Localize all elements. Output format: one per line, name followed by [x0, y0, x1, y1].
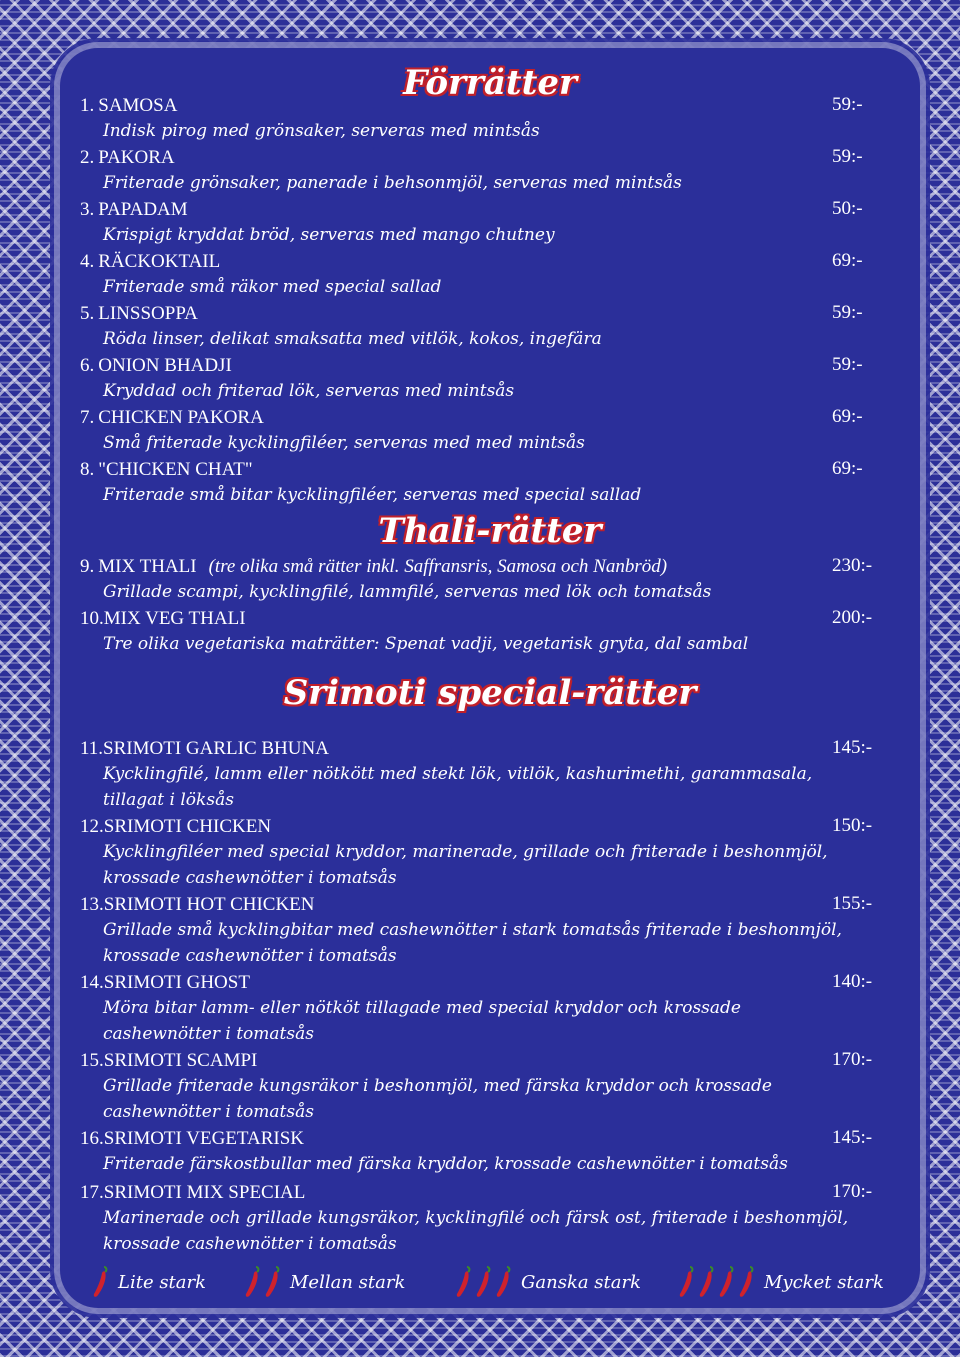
item-number: 2. [80, 147, 95, 168]
menu-item-header [80, 891, 315, 918]
item-name: SAMOSA [98, 95, 178, 116]
menu-item-header [80, 352, 232, 379]
menu-item-header [80, 1125, 304, 1152]
item-number: 14. [80, 972, 104, 993]
menu-item-header [80, 969, 250, 996]
item-description: Kycklingfilé, lamm eller nötkött med stekt lök, vitlök, kashurimethi, garammasala, [103, 764, 813, 784]
chili-icon [698, 1265, 715, 1299]
item-name: ONION BHADJI [98, 355, 232, 376]
chili-icon [495, 1265, 512, 1299]
item-price: 145:- [832, 737, 873, 758]
item-description: Tre olika vegetariska maträtter: Spenat vadji, vegetarisk gryta, dal sambal [103, 634, 749, 654]
section-title-forratter: Förrätter [403, 63, 577, 103]
item-name: SRIMOTI GHOST [103, 972, 250, 993]
item-number: 5. [80, 303, 95, 324]
item-description: Möra bitar lamm- eller nötköt tillagade med special kryddor och krossade [103, 998, 741, 1018]
item-description: cashewnötter i tomatsås [103, 1102, 314, 1122]
item-name: MIX VEG THALI [103, 608, 246, 629]
section-title-thali: Thali-rätter [378, 511, 602, 551]
item-name: CHICKEN PAKORA [98, 407, 264, 428]
item-description: krossade cashewnötter i tomatsås [103, 868, 397, 888]
item-name: "CHICKEN CHAT" [98, 459, 253, 480]
menu-item-header [80, 404, 264, 431]
item-price: 69:- [832, 406, 863, 427]
item-description: cashewnötter i tomatsås [103, 1024, 314, 1044]
item-number: 4. [80, 251, 95, 272]
item-name: SRIMOTI HOT CHICKEN [103, 894, 315, 915]
item-price: 69:- [832, 458, 863, 479]
item-price: 170:- [832, 1049, 873, 1070]
item-price: 230:- [832, 555, 873, 576]
menu-item-header [80, 1179, 305, 1206]
item-description: Friterade grönsaker, panerade i behsonmjöl, serveras med mintsås [103, 173, 682, 193]
chili-icon [455, 1265, 472, 1299]
menu-item-header [80, 248, 220, 275]
menu-item-header [80, 735, 329, 762]
chili-icon [92, 1265, 109, 1299]
item-number: 6. [80, 355, 95, 376]
item-number: 10. [80, 608, 104, 629]
item-price: 200:- [832, 607, 873, 628]
legend-item [455, 1262, 641, 1302]
chili-icon [264, 1265, 281, 1299]
item-price: 69:- [832, 250, 863, 271]
item-number: 16. [80, 1128, 104, 1149]
legend-label: Mycket stark [764, 1271, 884, 1293]
item-price: 155:- [832, 893, 873, 914]
chili-icon [244, 1265, 261, 1299]
item-description: Röda linser, delikat smaksatta med vitlök, kokos, ingefära [103, 329, 602, 349]
item-name: SRIMOTI CHICKEN [103, 816, 272, 837]
legend-item [244, 1262, 405, 1302]
item-name: SRIMOTI GARLIC BHUNA [103, 738, 329, 759]
item-number: 3. [80, 199, 95, 220]
legend-label: Ganska stark [521, 1271, 642, 1293]
legend-label: Lite stark [118, 1271, 207, 1293]
item-price: 59:- [832, 146, 863, 167]
menu-item-header [80, 1047, 257, 1074]
item-number: 12. [80, 816, 104, 837]
item-name: RÄCKOKTAIL [98, 251, 221, 272]
menu-item-header [80, 196, 188, 223]
item-name: PAPADAM [98, 199, 188, 220]
item-description: Kycklingfiléer med special kryddor, marinerade, grillade och friterade i beshonmjöl, [103, 842, 828, 862]
menu-item-header [80, 456, 253, 483]
item-name: SRIMOTI MIX SPECIAL [103, 1182, 306, 1203]
item-number: 7. [80, 407, 95, 428]
menu-item-header [80, 144, 175, 171]
menu-item-header [80, 605, 246, 632]
item-description: Indisk pirog med grönsaker, serveras med mintsås [103, 121, 540, 141]
menu-item-header [80, 813, 271, 840]
item-description: Marinerade och grillade kungsräkor, kycklingfilé och färsk ost, friterade i beshonmjöl, [103, 1208, 849, 1228]
item-number: 17. [80, 1182, 104, 1203]
item-description: Krispigt kryddat bröd, serveras med mango chutney [103, 225, 555, 245]
chili-icon [718, 1265, 735, 1299]
item-number: 13. [80, 894, 104, 915]
item-description: tillagat i löksås [103, 790, 234, 810]
item-description: Grillade friterade kungsräkor i beshonmjöl, med färska kryddor och krossade [103, 1076, 772, 1096]
menu-item-header [80, 92, 177, 119]
item-number: 15. [80, 1050, 104, 1071]
legend-item [678, 1262, 884, 1302]
item-description: Friterade små bitar kycklingfiléer, serveras med special sallad [103, 485, 642, 505]
item-description: Friterade färskostbullar med färska kryddor, krossade cashewnötter i tomatsås [103, 1154, 788, 1174]
item-description: Små friterade kycklingfiléer, serveras med med mintsås [103, 433, 585, 453]
item-name: SRIMOTI VEGETARISK [103, 1128, 305, 1149]
item-description: Kryddad och friterad lök, serveras med mintsås [103, 381, 515, 401]
menu-item-header [80, 553, 667, 580]
item-description: Grillade små kycklingbitar med cashewnötter i stark tomatsås friterade i beshonmjöl, [103, 920, 842, 940]
item-number: 1. [80, 95, 95, 116]
item-description: Grillade scampi, kycklingfilé, lammfilé, serveras med lök och tomatsås [103, 582, 712, 602]
item-price: 59:- [832, 354, 863, 375]
item-price: 50:- [832, 198, 863, 219]
item-name: MIX THALI [98, 556, 197, 577]
chili-icon [678, 1265, 695, 1299]
item-price: 59:- [832, 302, 863, 323]
legend-item [92, 1262, 206, 1302]
item-name: SRIMOTI SCAMPI [103, 1050, 258, 1071]
item-price: 140:- [832, 971, 873, 992]
item-price: 59:- [832, 94, 863, 115]
item-note: (tre olika små rätter inkl. Saffransris, Samosa och Nanbröd) [208, 556, 668, 577]
item-price: 150:- [832, 815, 873, 836]
menu-item-header [80, 300, 198, 327]
item-number: 8. [80, 459, 95, 480]
item-description: Friterade små räkor med special sallad [103, 277, 442, 297]
item-number: 11. [80, 738, 104, 759]
section-title-special: Srimoti special-rätter [283, 673, 697, 713]
legend-label: Mellan stark [290, 1271, 406, 1293]
chili-icon [738, 1265, 755, 1299]
item-price: 170:- [832, 1181, 873, 1202]
item-name: LINSSOPPA [98, 303, 198, 324]
item-number: 9. [80, 556, 95, 577]
chili-icon [475, 1265, 492, 1299]
item-name: PAKORA [98, 147, 175, 168]
item-description: krossade cashewnötter i tomatsås [103, 946, 397, 966]
item-description: krossade cashewnötter i tomatsås [103, 1234, 397, 1254]
item-price: 145:- [832, 1127, 873, 1148]
